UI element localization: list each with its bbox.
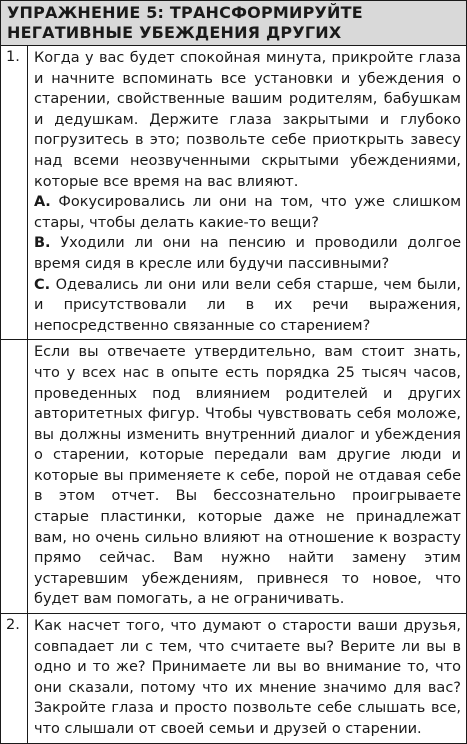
exercise-table (0, 45, 467, 744)
row-content (28, 614, 467, 744)
row-content (28, 46, 467, 340)
question-letter: С. (34, 276, 51, 293)
exercise-header (0, 0, 467, 46)
question-text: Одевались ли они или вели себя старше, чем были, и присутствовали ли в их речи выражения, непосредственно связанные со старением? (34, 276, 461, 334)
exercise-title-line-1: УПРАЖНЕНИЕ 5: ТРАНСФОРМИРУЙТЕ (7, 3, 363, 22)
row-intro-text: Когда у вас будет спокойная минута, прикройте глаза и начните вспоминать все установки и убеждения о старении, свойственные вашим родителям, бабушкам и дедушкам. Держите глаза закрытыми и глубоко погрузитесь в это; позвольте себе приоткрыть завесу над всеми неозвученными скрытыми убеждениями, которые все время на вас влияют. (34, 50, 461, 190)
row-number (1, 340, 28, 614)
question-item (34, 275, 461, 337)
exercise-title-line-2: НЕГАТИВНЫЕ УБЕЖДЕНИЯ ДРУГИХ (7, 23, 342, 42)
question-text: Фокусировались ли они на том, что уже слишком стары, чтобы делать какие-то вещи? (34, 194, 462, 231)
row-content (28, 340, 467, 614)
row-number: 2. (1, 614, 28, 744)
question-item (34, 192, 461, 233)
question-letter: А. (34, 194, 51, 211)
question-item (34, 233, 461, 274)
question-letter: В. (34, 235, 51, 252)
table-row (1, 340, 467, 614)
row-text: Если вы отвечаете утвердительно, вам стоит знать, что у всех нас в опыте есть порядка 25 тысяч часов, проведенных под влиянием родителей и других авторитетных фигур. Чтобы чувствовать себя моложе, вы должны изменить внутренний диалог и убеждения о старении, которые передали вам другие люди и которые вы применяете к себе, порой не отдавая себе в этом отчет. Вы бессознательно проигрываете старые пластинки, которые даже не принадлежат вам, но очень сильно влияют на отношение к возрасту прямо сейчас. Вам нужно найти замену этим устаревшим убеждениям, привнеся то новое, что будет вам помогать, а не ограничивать. (34, 344, 461, 608)
table-row (1, 614, 467, 744)
row-number: 1. (1, 46, 28, 340)
row-text: Как насчет того, что думают о старости ваши друзья, совпадает ли с тем, что считаете вы? Верите ли вы в одно и то же? Принимаете ли вы во внимание то, что они сказали, потому что их мнение значимо для вас? Закройте глаза и просто позвольте себе слышать все, что слышали от своей семьи и друзей о старении. (34, 618, 461, 737)
table-row (1, 46, 467, 340)
question-text: Уходили ли они на пенсию и проводили долгое время сидя в кресле или будучи пассивными? (34, 235, 462, 272)
